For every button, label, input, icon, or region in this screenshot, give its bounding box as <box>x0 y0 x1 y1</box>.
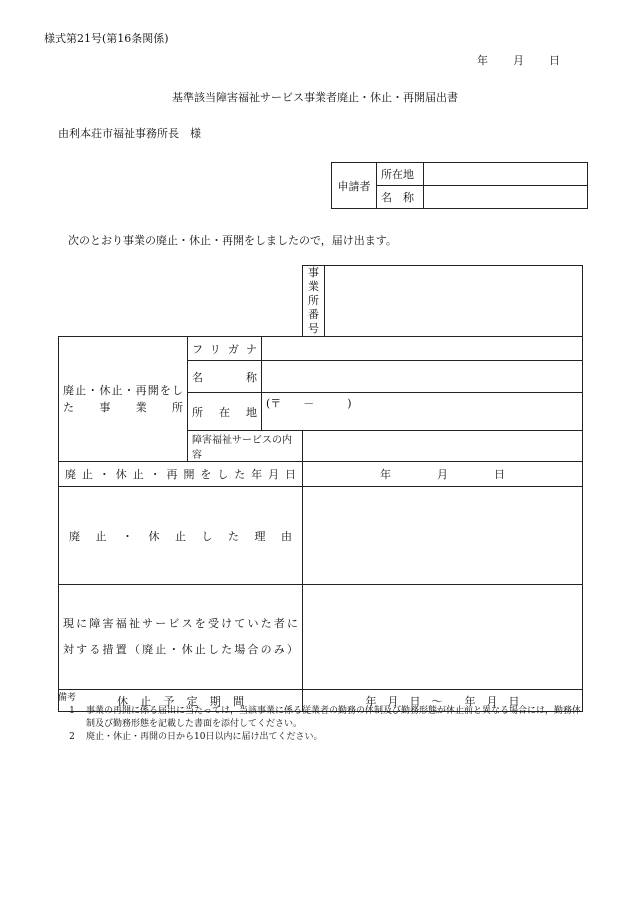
office-number-label: 事業所番号 <box>303 266 325 337</box>
applicant-table <box>331 162 588 209</box>
furigana-label: フリガナ <box>188 337 262 361</box>
form-number: 様式第21号(第16条関係) <box>44 32 169 45</box>
service-field[interactable] <box>303 431 583 462</box>
applicant-name-label: 名 称 <box>377 186 424 209</box>
service-label: 障害福祉サービスの内容 <box>188 431 303 462</box>
date-month: 月 <box>513 54 524 67</box>
addressee: 由利本荘市福祉事務所長 様 <box>58 127 201 140</box>
notes <box>58 692 588 744</box>
office-name-label: 名称 <box>188 361 262 393</box>
postal-mark: (〒 － ) <box>266 397 352 410</box>
change-date-field[interactable]: 年 月 日 <box>303 462 583 487</box>
furigana-field[interactable] <box>262 337 583 361</box>
header-date <box>477 52 560 68</box>
applicant-address-label: 所在地 <box>377 163 424 186</box>
office-name-field[interactable] <box>262 361 583 393</box>
document-title: 基準該当障害福祉サービス事業者廃止・休止・再開届出書 <box>172 91 458 104</box>
applicant-address-field[interactable] <box>424 163 588 186</box>
notes-heading: 備考 <box>58 693 77 703</box>
office-address-label: 所在地 <box>188 393 262 431</box>
measures-field[interactable] <box>303 585 583 690</box>
reason-field[interactable] <box>303 487 583 585</box>
office-address-field[interactable] <box>262 393 583 431</box>
note-item: 2 廃止・休止・再開の日から10日以内に届け出てください。 <box>69 732 323 742</box>
main-table <box>58 265 583 712</box>
intro-text: 次のとおり事業の廃止・休止・再開をしましたので，届け出ます。 <box>68 234 397 247</box>
measures-label: 現に障害福祉サービスを受けていた者に 対する措置（廃止・休止した場合のみ） <box>59 585 303 690</box>
date-year: 年 <box>477 54 488 67</box>
suspension-period-field[interactable]: 年 月 日 ～ 年 月 日 <box>303 690 583 712</box>
applicant-label: 申請者 <box>332 163 377 209</box>
applicant-name-field[interactable] <box>424 186 588 209</box>
date-label: 廃止・休止・再開をした年月日 <box>59 462 303 487</box>
note-item: 1 事業の再開に係る届出に当たっては，当該事業に係る従業者の勤務の体制及び勤務形態が休止前と異なる場合には，勤務体制及び勤務形態を記載した書面を添付してください。 <box>69 706 582 729</box>
reason-label: 廃止・休止した理由 <box>59 487 303 585</box>
business-office-label: 廃止・休止・再開をした事業所 <box>59 337 188 462</box>
suspension-label: 休止予定期間 <box>59 690 303 712</box>
date-day: 日 <box>549 54 560 67</box>
office-number-field[interactable] <box>325 266 583 337</box>
